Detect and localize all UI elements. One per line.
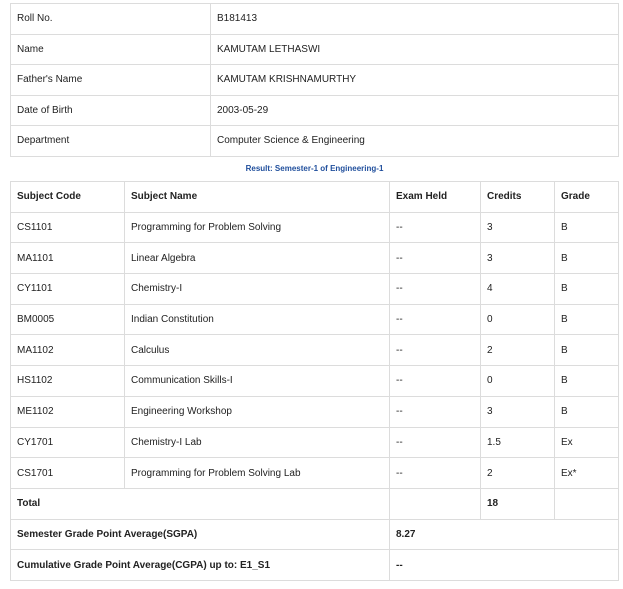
result-caption: Result: Semester-1 of Engineering-1 <box>245 164 384 173</box>
department-row <box>11 126 619 157</box>
subject-name-cell: Programming for Problem Solving <box>125 212 390 243</box>
header-subject-code: Subject Code <box>11 182 125 213</box>
credits-cell: 3 <box>481 396 555 427</box>
father-name-label: Father's Name <box>11 65 211 96</box>
name-value: KAMUTAM LETHASWI <box>211 34 619 65</box>
roll-value: B181413 <box>211 4 619 35</box>
father-name-value: KAMUTAM KRISHNAMURTHY <box>211 65 619 96</box>
exam-held-cell: -- <box>390 427 481 458</box>
exam-held-cell: -- <box>390 243 481 274</box>
results-table <box>10 181 619 581</box>
header-subject-name: Subject Name <box>125 182 390 213</box>
student-info-table <box>10 3 619 157</box>
total-grade <box>555 488 619 519</box>
credits-cell: 3 <box>481 243 555 274</box>
father-name-row <box>11 65 619 96</box>
credits-cell: 0 <box>481 366 555 397</box>
subject-code-cell: MA1101 <box>11 243 125 274</box>
cgpa-label: Cumulative Grade Point Average(CGPA) up to: E1_S1 <box>11 550 390 581</box>
grade-cell: B <box>555 366 619 397</box>
subject-code-cell: CS1101 <box>11 212 125 243</box>
subject-code-cell: HS1102 <box>11 366 125 397</box>
exam-held-cell: -- <box>390 366 481 397</box>
subject-name-cell: Linear Algebra <box>125 243 390 274</box>
exam-held-cell: -- <box>390 274 481 305</box>
department-label: Department <box>11 126 211 157</box>
credits-cell: 0 <box>481 304 555 335</box>
total-credits: 18 <box>481 488 555 519</box>
grade-cell: B <box>555 243 619 274</box>
name-label: Name <box>11 34 211 65</box>
table-row <box>11 366 619 397</box>
subject-code-cell: ME1102 <box>11 396 125 427</box>
grade-cell: Ex* <box>555 458 619 489</box>
dob-value: 2003-05-29 <box>211 95 619 126</box>
table-row <box>11 304 619 335</box>
subject-code-cell: MA1102 <box>11 335 125 366</box>
roll-row <box>11 4 619 35</box>
sgpa-row <box>11 519 619 550</box>
grade-cell: B <box>555 212 619 243</box>
cgpa-row <box>11 550 619 581</box>
roll-label: Roll No. <box>11 4 211 35</box>
credits-cell: 2 <box>481 335 555 366</box>
subject-name-cell: Programming for Problem Solving Lab <box>125 458 390 489</box>
credits-cell: 1.5 <box>481 427 555 458</box>
table-row <box>11 274 619 305</box>
table-row <box>11 212 619 243</box>
table-row <box>11 458 619 489</box>
cgpa-value: -- <box>390 550 619 581</box>
subject-name-cell: Indian Constitution <box>125 304 390 335</box>
subject-name-cell: Engineering Workshop <box>125 396 390 427</box>
grade-cell: B <box>555 396 619 427</box>
total-row <box>11 488 619 519</box>
total-exam-held <box>390 488 481 519</box>
dob-row <box>11 95 619 126</box>
exam-held-cell: -- <box>390 335 481 366</box>
header-credits: Credits <box>481 182 555 213</box>
grade-cell: B <box>555 274 619 305</box>
sgpa-label: Semester Grade Point Average(SGPA) <box>11 519 390 550</box>
exam-held-cell: -- <box>390 458 481 489</box>
table-row <box>11 396 619 427</box>
name-row <box>11 34 619 65</box>
subject-code-cell: BM0005 <box>11 304 125 335</box>
subject-name-cell: Chemistry-I <box>125 274 390 305</box>
header-grade: Grade <box>555 182 619 213</box>
total-label: Total <box>11 488 390 519</box>
grade-cell: Ex <box>555 427 619 458</box>
sgpa-value: 8.27 <box>390 519 619 550</box>
credits-cell: 3 <box>481 212 555 243</box>
subject-code-cell: CY1701 <box>11 427 125 458</box>
credits-cell: 4 <box>481 274 555 305</box>
table-row <box>11 335 619 366</box>
subject-code-cell: CS1701 <box>11 458 125 489</box>
header-exam-held: Exam Held <box>390 182 481 213</box>
subject-name-cell: Calculus <box>125 335 390 366</box>
department-value: Computer Science & Engineering <box>211 126 619 157</box>
credits-cell: 2 <box>481 458 555 489</box>
subject-name-cell: Communication Skills-I <box>125 366 390 397</box>
grade-cell: B <box>555 304 619 335</box>
table-row <box>11 243 619 274</box>
exam-held-cell: -- <box>390 396 481 427</box>
table-row <box>11 427 619 458</box>
results-header-row <box>11 182 619 213</box>
grade-cell: B <box>555 335 619 366</box>
dob-label: Date of Birth <box>11 95 211 126</box>
exam-held-cell: -- <box>390 304 481 335</box>
subject-name-cell: Chemistry-I Lab <box>125 427 390 458</box>
exam-held-cell: -- <box>390 212 481 243</box>
subject-code-cell: CY1101 <box>11 274 125 305</box>
